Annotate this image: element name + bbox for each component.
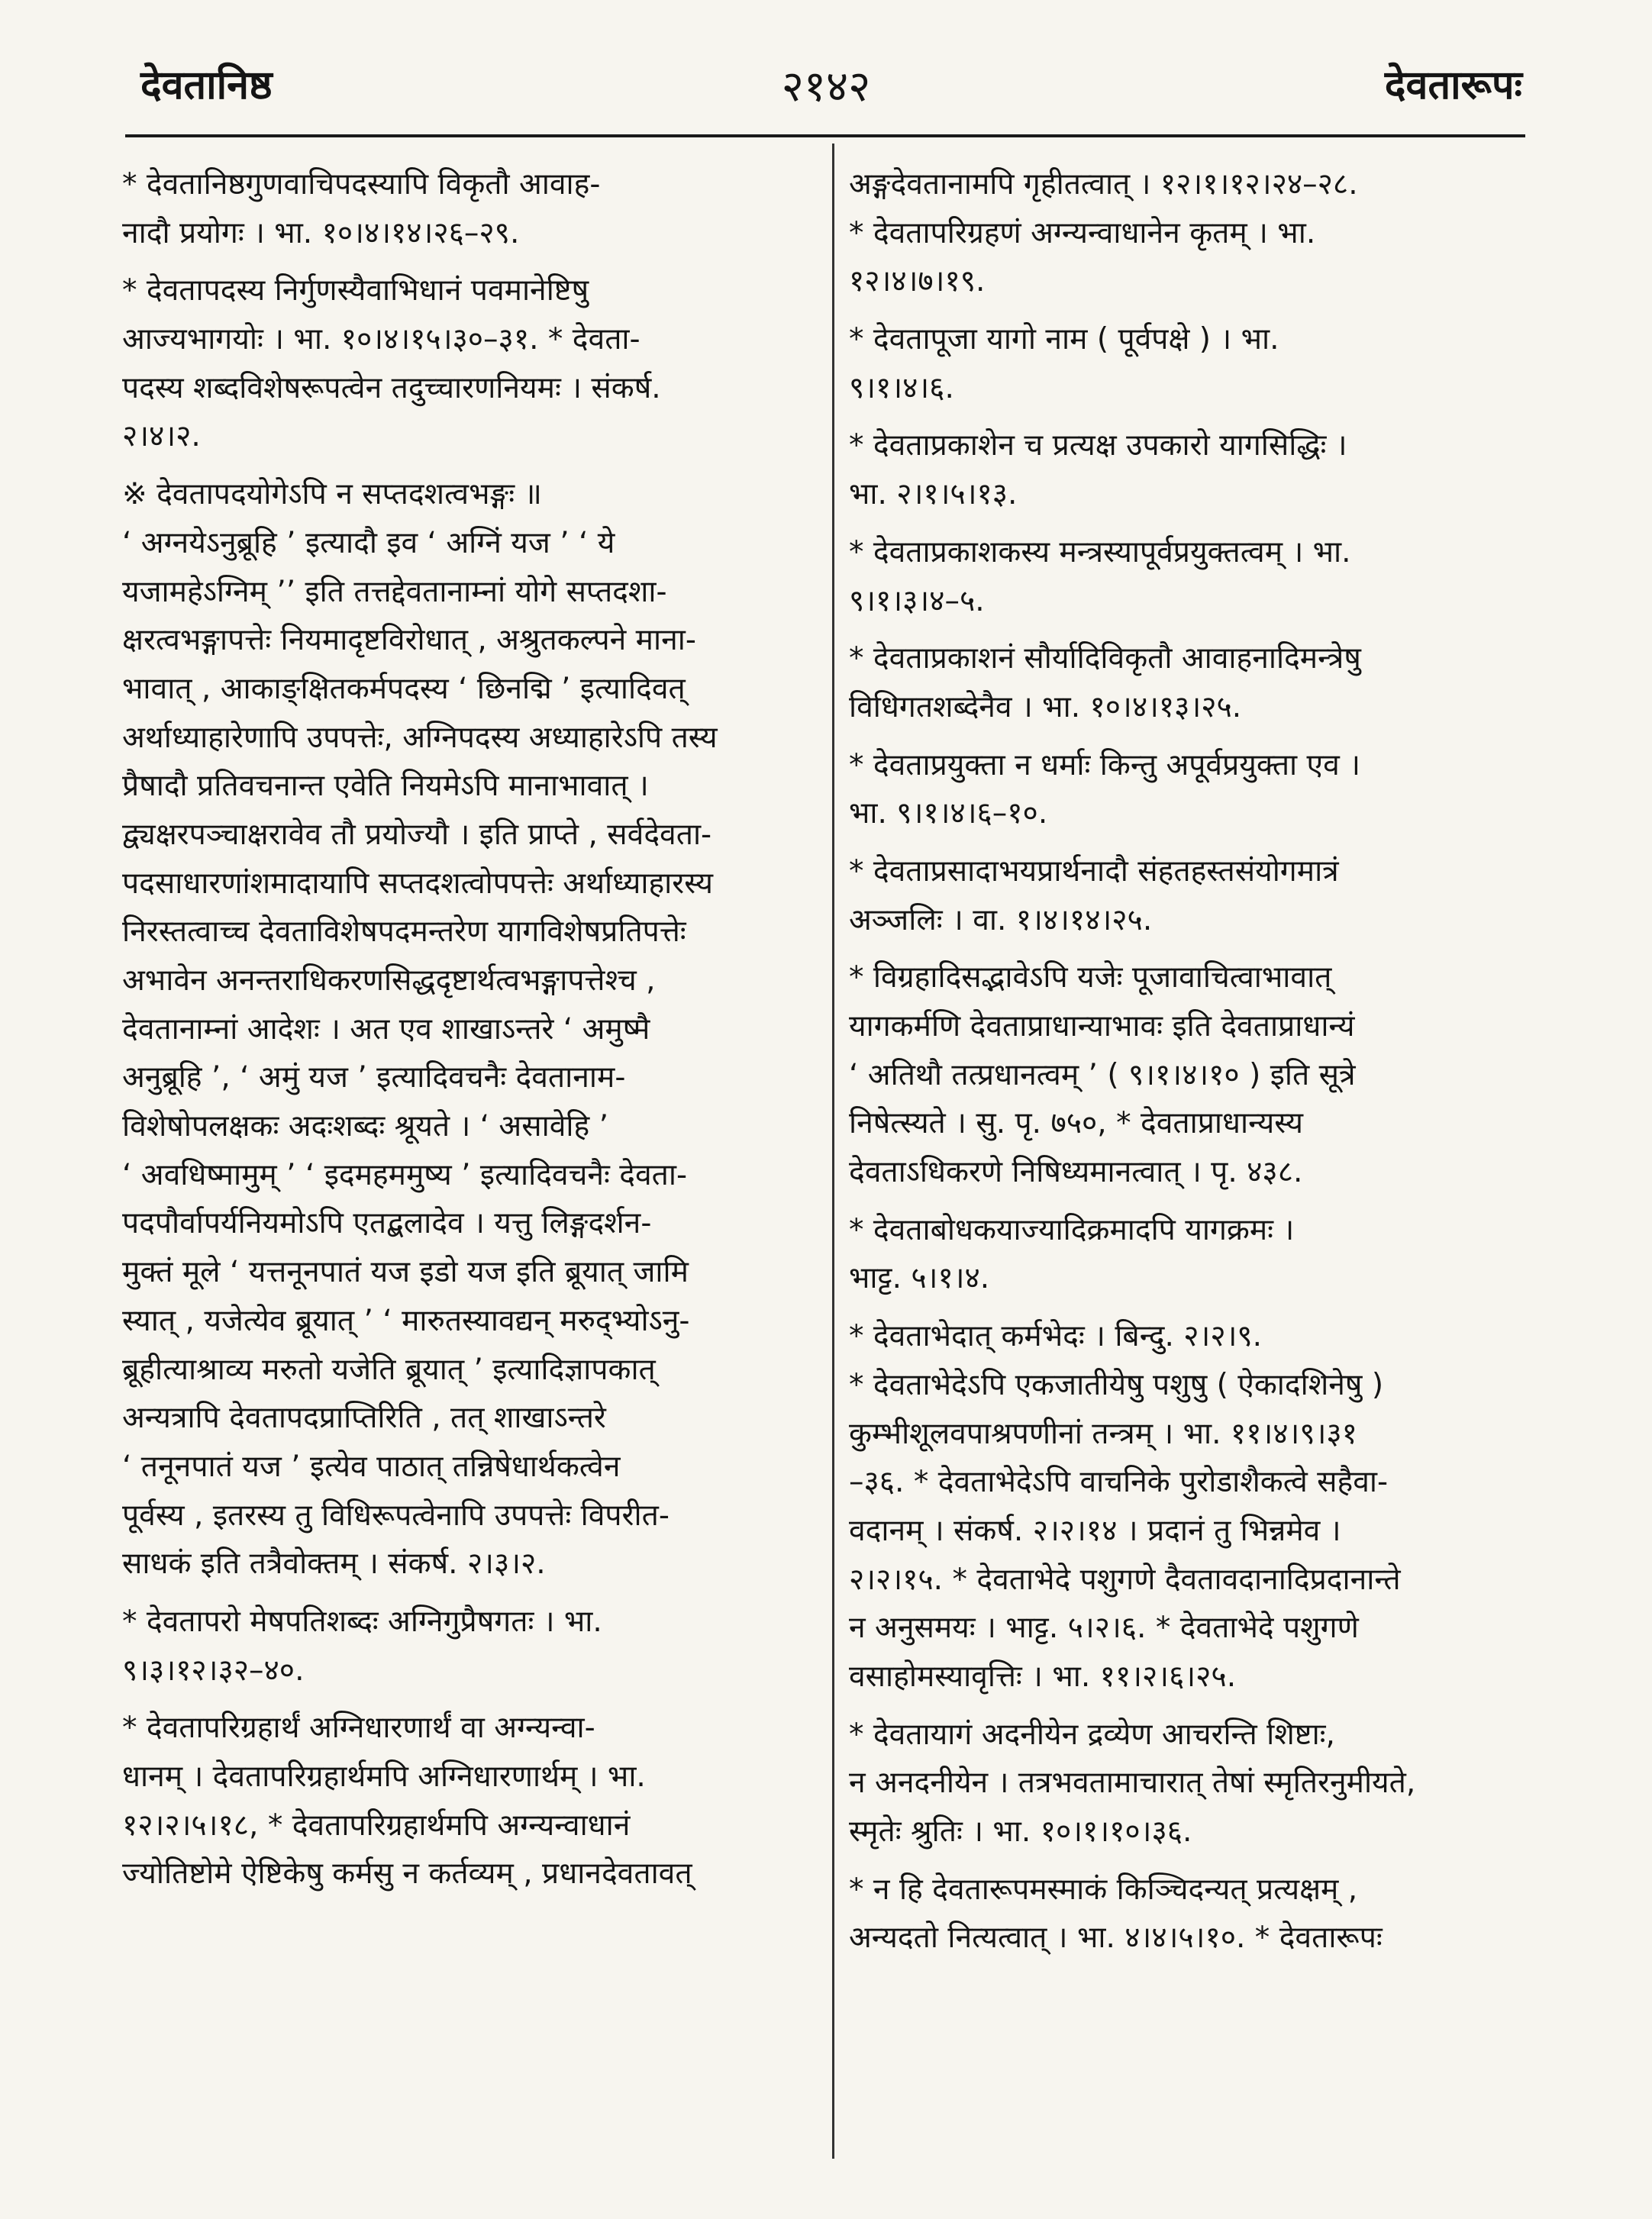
text-line: * देवताप्रकाशेन च प्रत्यक्ष उपकारो यागसिद्धिः । (849, 428, 1347, 463)
text-line: प्रैषादौ प्रतिवचनान्त एवेति नियमेऽपि मानाभावात् । (122, 769, 649, 804)
paragraph-gap (849, 519, 1537, 528)
text-line: * न हि देवतारूपमस्माकं किञ्चिदन्यत् प्रत्यक्षम् , (849, 1872, 1358, 1907)
paragraph-gap (849, 625, 1537, 634)
text-line: * देवतापूजा यागो नाम ( पूर्वपक्षे ) । भा. (849, 322, 1279, 357)
text-line: यजामहेऽग्निम् ’’ इति तत्तद्देवतानाम्नां योगे सप्तदशा- (122, 574, 667, 609)
text-line: २।४।२. (122, 419, 201, 454)
paragraph-gap (849, 838, 1537, 847)
paragraph-gap (849, 1701, 1537, 1711)
text-line: * देवताभेदात् कर्मभेदः । बिन्दु. २।२।९. (849, 1319, 1263, 1354)
text-line: यागकर्मणि देवताप्राधान्याभावः इति देवताप्राधान्यं (849, 1009, 1355, 1043)
page-number: २१४२ (781, 62, 871, 111)
text-line: * देवताबोधकयाज्यादिक्रमादपि यागक्रमः । (849, 1212, 1295, 1247)
paragraph-gap (122, 1588, 815, 1598)
header-rule (125, 134, 1525, 137)
text-line: आज्यभागयोः । भा. १०।४।१५।३०–३१. * देवता- (122, 322, 640, 357)
text-line: * देवतापदस्य निर्गुणस्यैवाभिधानं पवमानेष्टिषु (122, 273, 589, 308)
text-line: अनुब्रूहि ’, ‘ अमुं यज ’ इत्यादिवचनैः देवतानाम- (122, 1060, 626, 1095)
paragraph-gap (849, 1303, 1537, 1312)
text-line: कुम्भीशूलवपाश्रपणीनां तन्त्रम् । भा. ११।४।९।३१ (849, 1416, 1357, 1451)
paragraph-gap (122, 461, 815, 470)
paragraph-gap (122, 1695, 815, 1704)
text-line: निरस्तत्वाच्च देवताविशेषपदमन्तरेण यागविशेषप्रतिपत्तेः (122, 914, 686, 950)
text-line: १२।४।७।१९. (849, 264, 986, 299)
text-line: अभावेन अनन्तराधिकरणसिद्धदृष्टार्थत्वभङ्गापत्तेश्च , (122, 963, 656, 998)
text-line: * देवतानिष्ठगुणवाचिपदस्यापि विकृतौ आवाह- (122, 167, 601, 202)
paragraph-gap (849, 1197, 1537, 1206)
text-line: भाट्ट. ५।१।४. (849, 1261, 990, 1296)
text-line: पदस्य शब्दविशेषरूपत्वेन तदुच्चारणनियमः । संकर्ष. (122, 370, 661, 405)
text-line: भावात् , आकाङ्क्षितकर्मपदस्य ‘ छिनद्मि ’ इत्यादिवत् (122, 671, 686, 706)
text-line: ‘ अतिथौ तत्प्रधानत्वम् ’ ( ९।१।४।१० ) इति सूत्रे (849, 1057, 1356, 1092)
text-line: ज्योतिष्टोमे ऐष्टिकेषु कर्मसु न कर्तव्यम् , प्रधानदेवतावत् (122, 1856, 692, 1892)
paragraph-gap (849, 732, 1537, 741)
paragraph-gap (122, 257, 815, 266)
text-line: विधिगतशब्देनैव । भा. १०।४।१३।२५. (849, 689, 1242, 724)
text-line: वसाहोमस्यावृत्तिः । भा. ११।२।६।२५. (849, 1659, 1237, 1694)
text-line: ९।१।४।६. (849, 370, 954, 405)
text-line: देवताऽधिकरणे निषिध्यमानत्वात् । पृ. ४३८. (849, 1155, 1303, 1190)
text-line: २।२।१५. * देवताभेदे पशुगणे दैवतावदानादिप्रदानान्ते (849, 1562, 1401, 1597)
text-line: निषेत्स्यते । सु. पृ. ७५०, * देवताप्राधान्यस्य (849, 1106, 1304, 1141)
paragraph-gap (849, 944, 1537, 953)
text-line: पदसाधारणांशमादायापि सप्तदशत्वोपपत्तेः अर्थाध्याहारस्य (122, 866, 714, 901)
text-line: अर्थाध्याहारेणापि उपपत्तेः, अग्निपदस्य अध्याहारेऽपि तस्य (122, 720, 718, 755)
text-line: ‘ अग्नयेऽनुब्रूहि ’ इत्यादौ इव ‘ अग्निं यज ’ ‘ ये (122, 525, 615, 560)
text-line: मुक्तं मूले ‘ यत्तनूनपातं यज इडो यज इति ब्रूयात् जामि (122, 1255, 689, 1290)
text-line: स्मृतेः श्रुतिः । भा. १०।१।१०।३६. (849, 1814, 1192, 1849)
text-line: वदानम् । संकर्ष. २।२।१४ । प्रदानं तु भिन्नमेव । (849, 1513, 1341, 1548)
text-line: * देवताभेदेऽपि एकजातीयेषु पशुषु ( ऐकादशिनेषु ) (849, 1367, 1384, 1402)
text-line: अन्यदतो नित्यत्वात् । भा. ४।४।५।१०. * देवतारूपः (849, 1921, 1383, 1956)
text-line: द्व्यक्षरपञ्चाक्षरावेव तौ प्रयोज्यौ । इति प्राप्ते , सर्वदेवता- (122, 817, 712, 852)
text-line: भा. २।१।५।१३. (849, 477, 1018, 512)
text-line: न अनुसमयः । भाट्ट. ५।२।६. * देवताभेदे पशुगणे (849, 1611, 1359, 1646)
text-line: क्षरत्वभङ्गापत्तेः नियमादृष्टविरोधात् , अश्रुतकल्पने माना- (122, 623, 696, 658)
column-divider (832, 144, 834, 2159)
text-line: साधकं इति तत्रैवोक्तम् । संकर्ष. २।३।२. (122, 1547, 546, 1582)
text-line: ९।१।३।४–५. (849, 583, 985, 618)
text-line: न अनदनीयेन । तत्रभवतामाचारात् तेषां स्मृतिरनुमीयते, (849, 1766, 1416, 1801)
text-line: * देवताप्रसादाभयप्रार्थनादौ संहतहस्तसंयोगमात्रं (849, 853, 1339, 889)
text-line: ९।३।१२।३२–४०. (122, 1653, 305, 1688)
text-line: * देवतापरो मेषपतिशब्दः अग्निगुप्रैषगतः । भा. (122, 1604, 602, 1639)
text-line: ब्रूहीत्याश्राव्य मरुतो यजेति ब्रूयात् ’ इत्यादिज्ञापकात् (122, 1352, 656, 1387)
text-line: देवतानाम्नां आदेशः । अत एव शाखाऽन्तरे ‘ अमुष्मै (122, 1011, 650, 1047)
text-line: भा. ९।१।४।६–१०. (849, 796, 1048, 831)
paragraph-gap (849, 1856, 1537, 1866)
running-head-left: देवतानिष्ठ (140, 63, 273, 108)
text-line: अङ्गदेवतानामपि गृहीतत्वात् । १२।१।१२।२४–२८. (849, 167, 1358, 202)
text-line: पूर्वस्य , इतरस्य तु विधिरूपत्वेनापि उपपत्तेः विपरीत- (122, 1498, 670, 1533)
text-line: पदपौर्वापर्यनियमोऽपि एतद्बलादेव । यत्तु लिङ्गदर्शन- (122, 1206, 652, 1241)
text-line: * देवताप्रकाशनं सौर्यादिविकृतौ आवाहनादिमन्त्रेषु (849, 641, 1361, 676)
paragraph-gap (849, 306, 1537, 315)
text-line: * देवताप्रयुक्ता न धर्माः किन्तु अपूर्वप्रयुक्ता एव । (849, 747, 1360, 782)
text-line: विशेषोपलक्षकः अदःशब्दः श्रूयते । ‘ असावेहि ’ (122, 1109, 608, 1144)
text-line: नादौ प्रयोगः । भा. १०।४।१४।२६–२९. (122, 215, 520, 250)
text-line: ※ देवतापदयोगेऽपि न सप्तदशत्वभङ्गः ॥ (122, 477, 542, 512)
text-line: * देवतापरिग्रहार्थं अग्निधारणार्थं वा अग्न्यन्वा- (122, 1711, 595, 1746)
running-head-right: देवतारूपः (1384, 63, 1522, 108)
text-line: ‘ तनूनपातं यज ’ इत्येव पाठात् तन्निषेधार्थकत्वेन (122, 1449, 621, 1484)
text-line: अञ्जलिः । वा. १।४।१४।२५. (849, 902, 1153, 937)
text-line: स्यात् , यजेत्येव ब्रूयात् ’ ‘ मारुतस्यावद्यन् मरुद्भ्योऽनु- (122, 1303, 690, 1338)
text-line: * देवतापरिग्रहणं अग्न्यन्वाधानेन कृतम् । भा. (849, 215, 1316, 250)
text-line: * देवताप्रकाशकस्य मन्त्रस्यापूर्वप्रयुक्तत्वम् । भा. (849, 534, 1351, 569)
text-line: १२।२।५।१८, * देवतापरिग्रहार्थमपि अग्न्यन्वाधानं (122, 1808, 631, 1843)
text-line: धानम् । देवतापरिग्रहार्थमपि अग्निधारणार्थम् । भा. (122, 1759, 646, 1794)
paragraph-gap (849, 412, 1537, 421)
text-line: * देवतायागं अदनीयेन द्रव्येण आचरन्ति शिष्टाः, (849, 1717, 1335, 1752)
text-line: ‘ अवधिष्मामुम् ’ ‘ इदमहममुष्य ’ इत्यादिवचनैः देवता- (122, 1157, 688, 1192)
right-column (849, 160, 1537, 1963)
text-line: * विग्रहादिसद्भावेऽपि यजेः पूजावाचित्वाभावात् (849, 960, 1332, 995)
text-line: –३६. * देवताभेदेऽपि वाचनिके पुरोडाशैकत्वे सहैवा- (849, 1465, 1389, 1500)
page-header (0, 0, 1652, 153)
text-line: अन्यत्रापि देवतापदप्राप्तिरिति , तत् शाखाऽन्तरे (122, 1401, 606, 1436)
left-column (122, 160, 815, 1898)
